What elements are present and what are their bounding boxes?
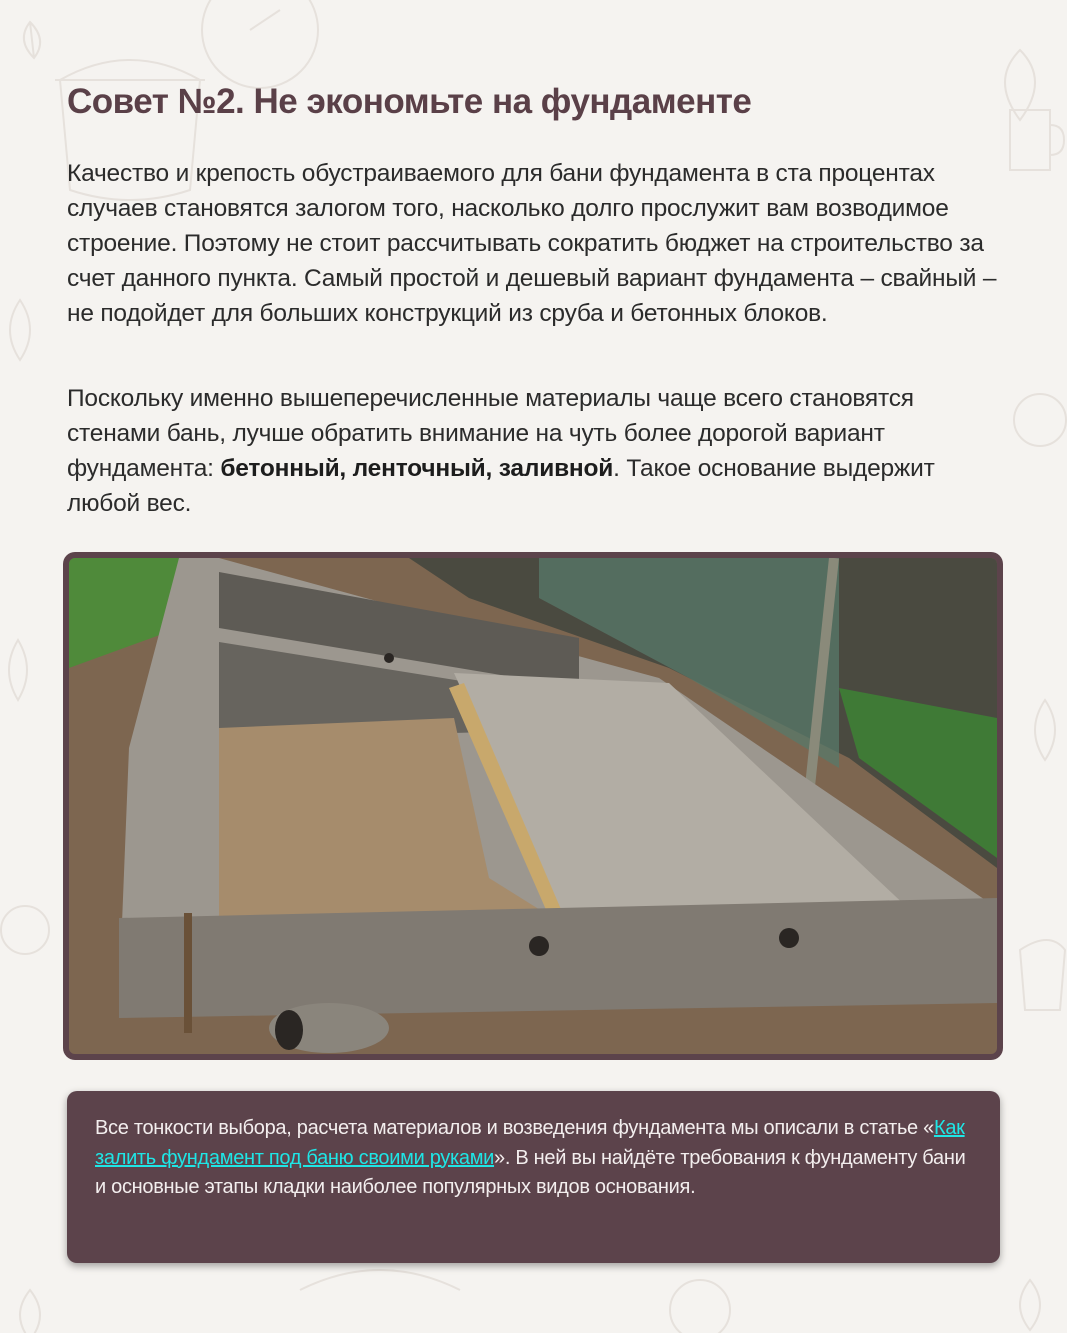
intro-paragraph: Качество и крепость обустраиваемого для бани фундамента в ста процентах случаев становятся залогом того, насколько долго прослужит вам возводимое строение. Поэтому не стоит рассчитывать сократить бюджет на строительство за счет данного пункта. Самый простой и дешевый вариант фундамента – свайный – не подойдет для больших конструкций из сруба и бетонных блоков. [67,160,997,327]
photo-stake [184,913,192,1033]
leaf-doodle-icon [1005,50,1035,120]
leaf-doodle-icon [1020,1280,1040,1330]
page-title: Совет №2. Не экономьте на фундаменте [67,82,752,121]
leaf-doodle-icon [24,22,40,58]
leaf-doodle-icon [10,300,30,360]
note-text: Все тонкости выбора, расчета материалов и возведения фундамента мы описали в статье « [95,1117,934,1139]
foundation-photo [69,558,997,1054]
photo-frame [63,552,1003,1060]
leaf-doodle-icon [20,1290,40,1333]
article-link[interactable]: Как залить фундамент под баню своими руками [95,1117,965,1169]
photo-hole [779,928,799,948]
bucket-doodle-icon [1020,940,1065,1010]
foundation-types-bold: бетонный, ленточный, заливной [220,455,614,482]
leaf-doodle-icon [9,640,27,700]
paragraph-text: Поскольку именно вышеперечисленные материалы чаще всего становятся стенами бань, лучше обратить внимание на чуть более дорогой вариант фундамента: [67,385,914,482]
leaf-doodle-icon [1035,700,1055,760]
clock-doodle-icon [202,0,318,88]
paragraph-text: . Такое основание выдержит любой вес. [67,455,935,517]
photo-front-wall [119,898,997,1018]
note-text: ». В ней вы найдёте требования к фундаменту бани и основные этапы кладки наиболее популярных видов основания. [95,1146,966,1198]
photo-hole [529,936,549,956]
photo-hole [384,653,394,663]
related-article-note [67,1091,1000,1263]
materials-paragraph [67,381,1007,521]
mug-doodle-icon [1010,110,1064,170]
